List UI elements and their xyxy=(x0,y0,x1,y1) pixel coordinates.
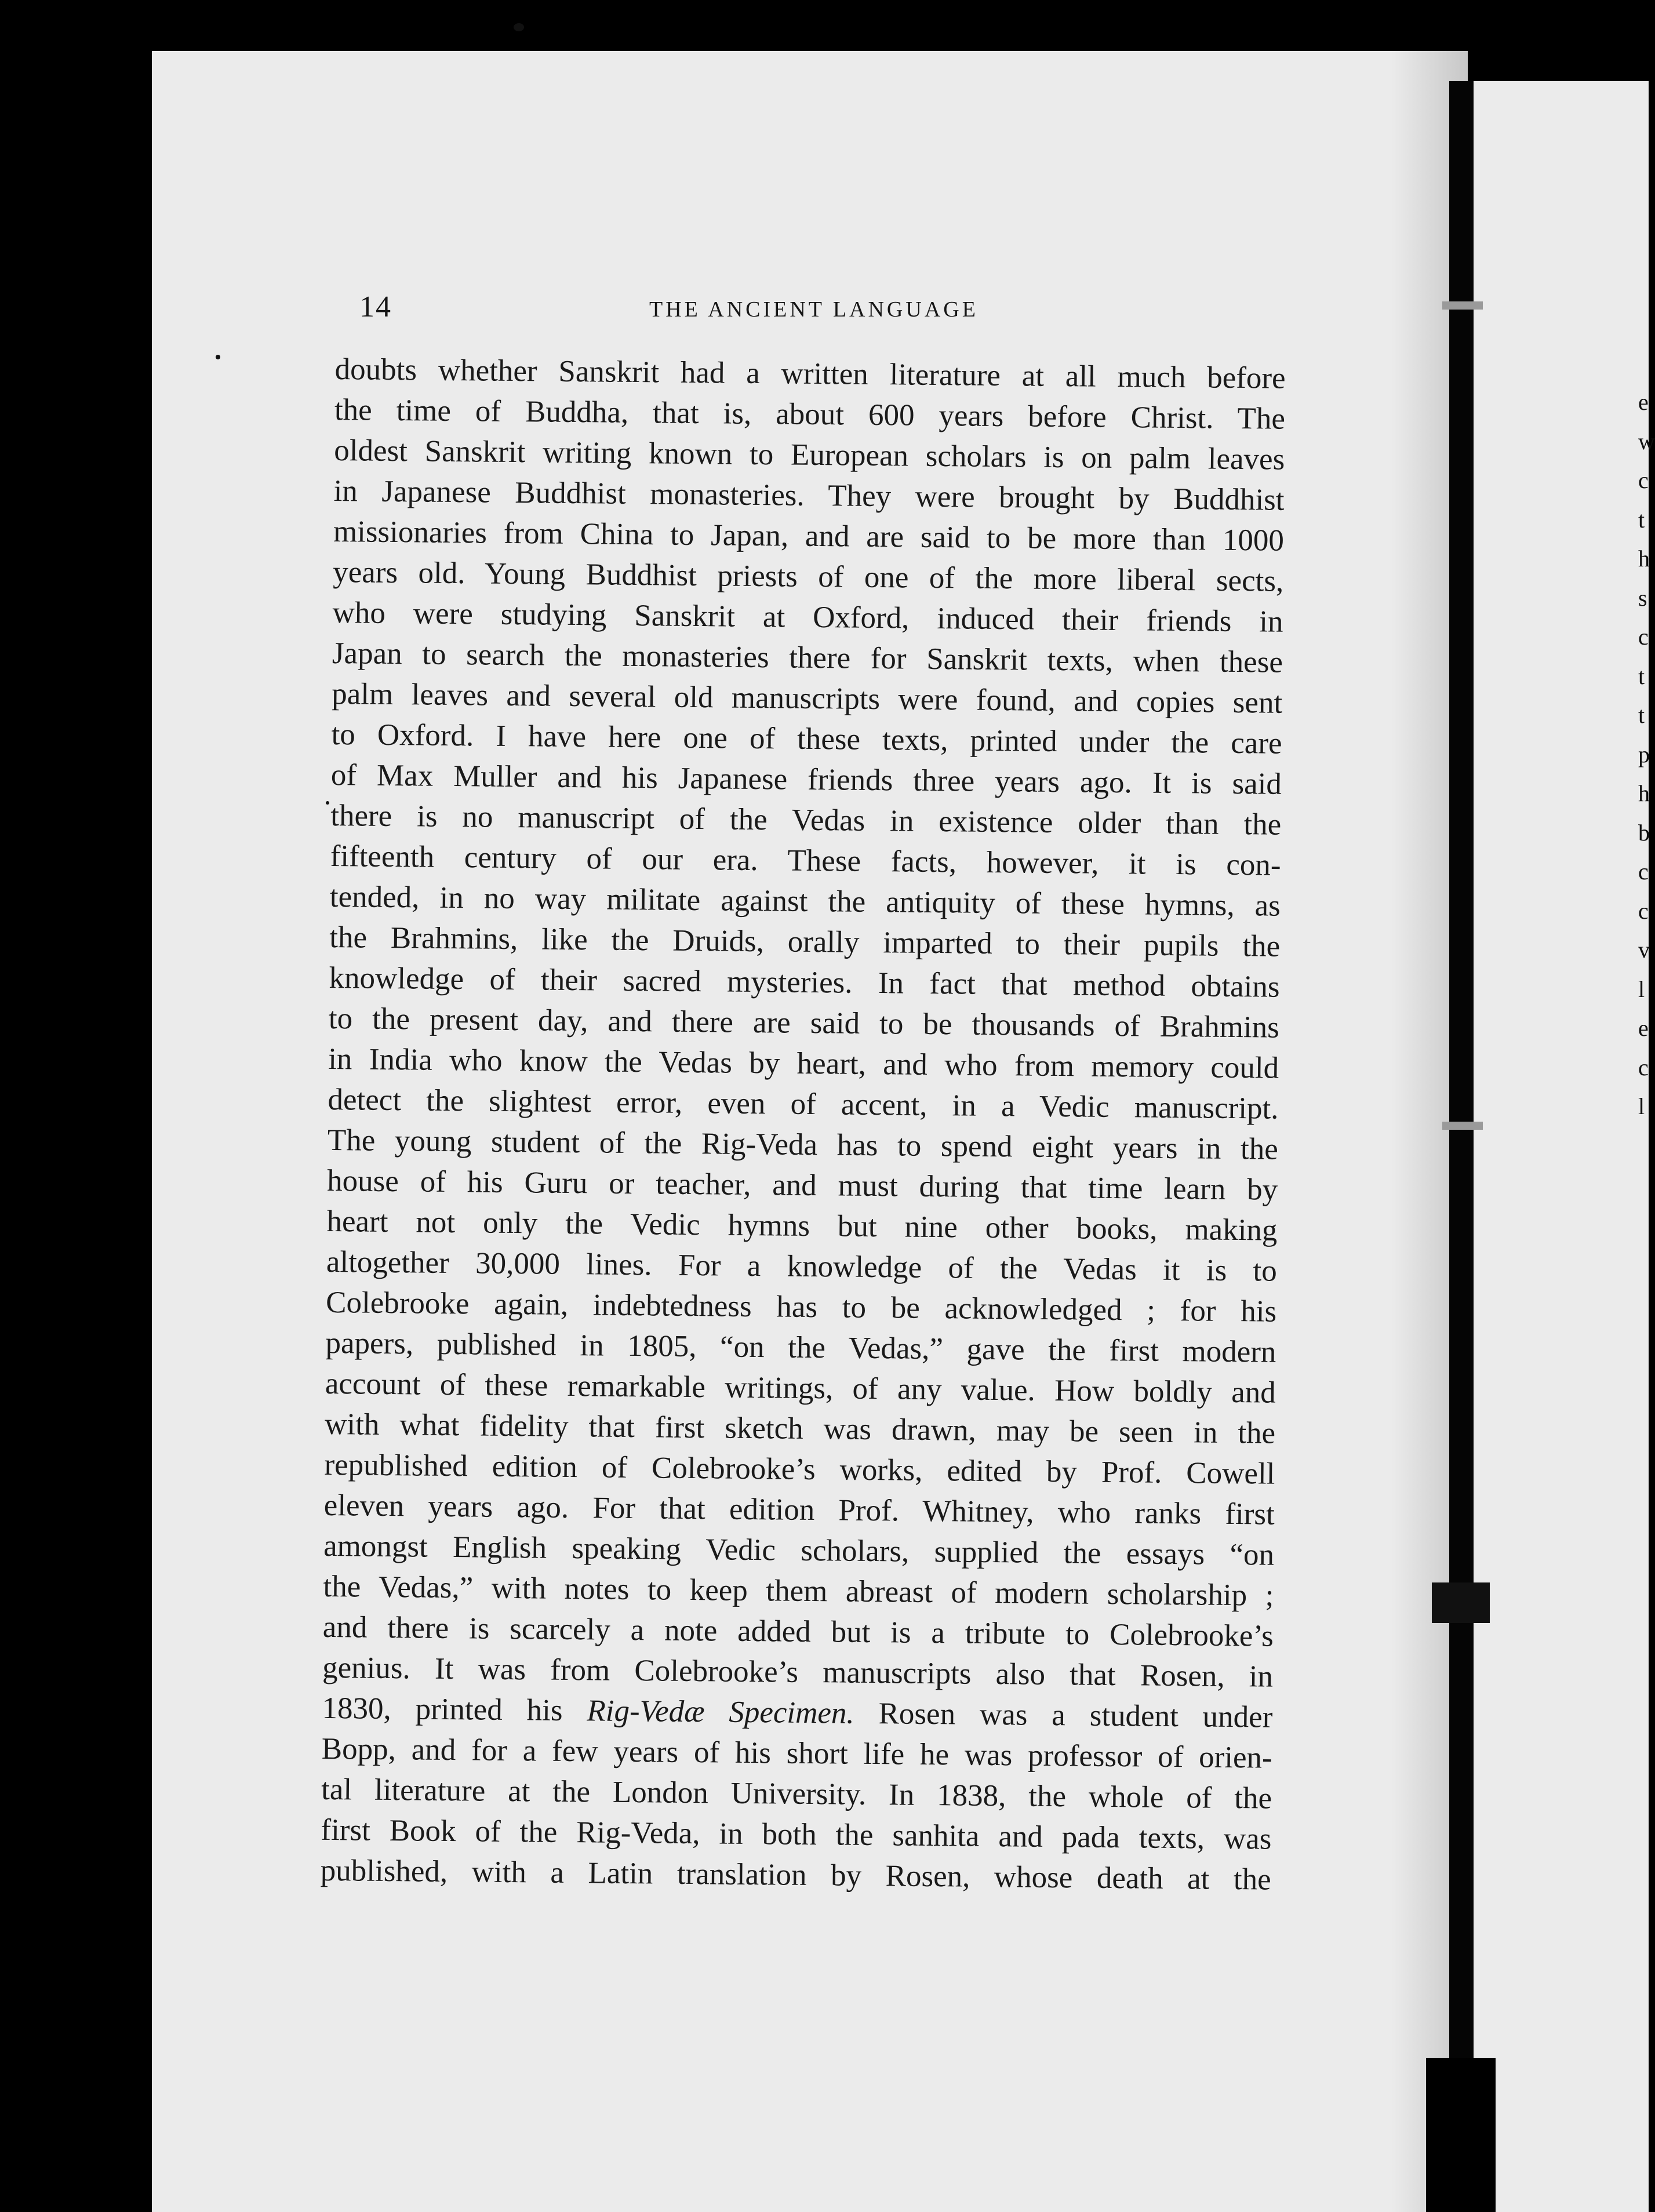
text-line: republished edition of Colebrooke’s works, edited by Prof. Cowell xyxy=(324,1447,1275,1491)
binding-thread xyxy=(1442,1122,1483,1130)
text-line: detect the slightest error, even of accent, in a Vedic manuscript. xyxy=(328,1082,1279,1126)
text-line: tal literature at the London University. In 1838, the whole of the xyxy=(321,1772,1272,1816)
edge-letter: e xyxy=(1638,389,1649,415)
edge-letter: c xyxy=(1638,897,1649,924)
text-line: the time of Buddha, that is, about 600 years before Christ. The xyxy=(334,392,1286,436)
dust-speck xyxy=(216,355,220,359)
right-page-edge xyxy=(1474,81,1655,2212)
edge-letter: l xyxy=(1638,976,1645,1002)
edge-letter: w xyxy=(1638,428,1655,454)
text-line: altogether 30,000 lines. For a knowledge of the Vedas it is to xyxy=(326,1245,1278,1288)
text-line: who were studying Sanskrit at Oxford, induced their friends in xyxy=(332,595,1283,639)
binding-thread xyxy=(1442,301,1483,310)
book-title-italic: Rig-Vedæ Specimen. xyxy=(587,1694,854,1730)
text-line: 1830, printed his Rig-Vedæ Specimen. Rosen was a student under xyxy=(322,1691,1273,1734)
text-line: to Oxford. I have here one of these texts, printed under the care xyxy=(331,717,1282,761)
text-line: to the present day, and there are said to be thousands of Brahmins xyxy=(328,1001,1280,1045)
edge-letter: l xyxy=(1638,1093,1645,1119)
text-line: oldest Sanskrit writing known to European scholars is on palm leaves xyxy=(334,433,1285,476)
running-head xyxy=(359,290,1275,336)
text-line: of Max Muller and his Japanese friends three years ago. It is said xyxy=(330,758,1282,801)
text-line: doubts whether Sanskrit had a written literature at all much before xyxy=(334,352,1286,395)
binding-shadow xyxy=(1426,2058,1496,2212)
text-line: Bopp, and for a few years of his short life he was professor of orien- xyxy=(321,1731,1273,1775)
edge-letter: h xyxy=(1638,780,1650,806)
edge-letter: p xyxy=(1638,741,1650,767)
text-line: first Book of the Rig-Veda, in both the sanhita and pada texts, was xyxy=(321,1813,1272,1856)
edge-letter: h xyxy=(1638,545,1650,572)
body-text xyxy=(320,349,1285,1900)
text-line: the Vedas,” with notes to keep them abreast of modern scholarship ; xyxy=(323,1569,1274,1613)
binding-damage xyxy=(1432,1582,1490,1623)
dust-speck xyxy=(514,23,524,31)
text-line: papers, published in 1805, “on the Vedas,” gave the first modern xyxy=(325,1326,1276,1369)
text-line: amongst English speaking Vedic scholars, supplied the essays “on xyxy=(323,1529,1275,1572)
edge-letter: t xyxy=(1638,506,1645,533)
text-line: The young student of the Rig-Veda has to spend eight years in the xyxy=(327,1123,1279,1166)
facing-page-text-fragments xyxy=(1638,383,1655,1126)
text-line: published, with a Latin translation by Rosen, whose death at the xyxy=(320,1853,1272,1897)
book-spine xyxy=(1449,81,1474,2212)
text-line: the Brahmins, like the Druids, orally imparted to their pupils the xyxy=(329,920,1281,963)
text-line: years old. Young Buddhist priests of one of the more liberal sects, xyxy=(333,555,1284,598)
text-line: Japan to search the monasteries there for Sanskrit texts, when these xyxy=(332,636,1283,679)
text-line: there is no manuscript of the Vedas in existence older than the xyxy=(330,798,1282,842)
edge-letter: s xyxy=(1638,584,1647,611)
text-line: and there is scarcely a note added but is a tribute to Colebrooke’s xyxy=(322,1610,1274,1653)
text-line: heart not only the Vedic hymns but nine other books, making xyxy=(326,1204,1278,1247)
text-line: eleven years ago. For that edition Prof. Whitney, who ranks first xyxy=(323,1488,1275,1531)
edge-letter: b xyxy=(1638,819,1650,846)
text-line: house of his Guru or teacher, and must during that time learn by xyxy=(326,1163,1278,1207)
edge-letter: t xyxy=(1638,663,1645,689)
text-line: fifteenth century of our era. These facts, however, it is con- xyxy=(330,839,1281,882)
edge-letter: c xyxy=(1638,1054,1649,1080)
text-line: missionaries from China to Japan, and are said to be more than 1000 xyxy=(333,514,1285,558)
edge-letter: v xyxy=(1638,937,1650,963)
text-line: with what fidelity that first sketch was drawn, may be seen in the xyxy=(324,1407,1276,1450)
text-line: palm leaves and several old manuscripts were found, and copies sent xyxy=(332,676,1283,720)
text-line: tended, in no way militate against the antiquity of these hymns, as xyxy=(329,879,1281,923)
text-line: genius. It was from Colebrooke’s manuscripts also that Rosen, in xyxy=(322,1650,1274,1694)
edge-letter: c xyxy=(1638,858,1649,885)
text-line: knowledge of their sacred mysteries. In fact that method obtains xyxy=(329,961,1280,1004)
dust-speck xyxy=(326,801,329,805)
edge-letter: c xyxy=(1638,467,1649,493)
page-number: 14 xyxy=(359,290,392,323)
edge-letter: t xyxy=(1638,702,1645,728)
edge-letter: e xyxy=(1638,1015,1649,1041)
edge-letter: c xyxy=(1638,624,1649,650)
text-line: in Japanese Buddhist monasteries. They were brought by Buddhist xyxy=(333,474,1285,517)
text-line: in India who know the Vedas by heart, and who from memory could xyxy=(328,1042,1279,1085)
text-line: Colebrooke again, indebtedness has to be acknowledged ; for his xyxy=(325,1285,1277,1329)
text-line: account of these remarkable writings, of any value. How boldly and xyxy=(325,1366,1276,1410)
running-title: THE ANCIENT LANGUAGE xyxy=(649,297,979,322)
